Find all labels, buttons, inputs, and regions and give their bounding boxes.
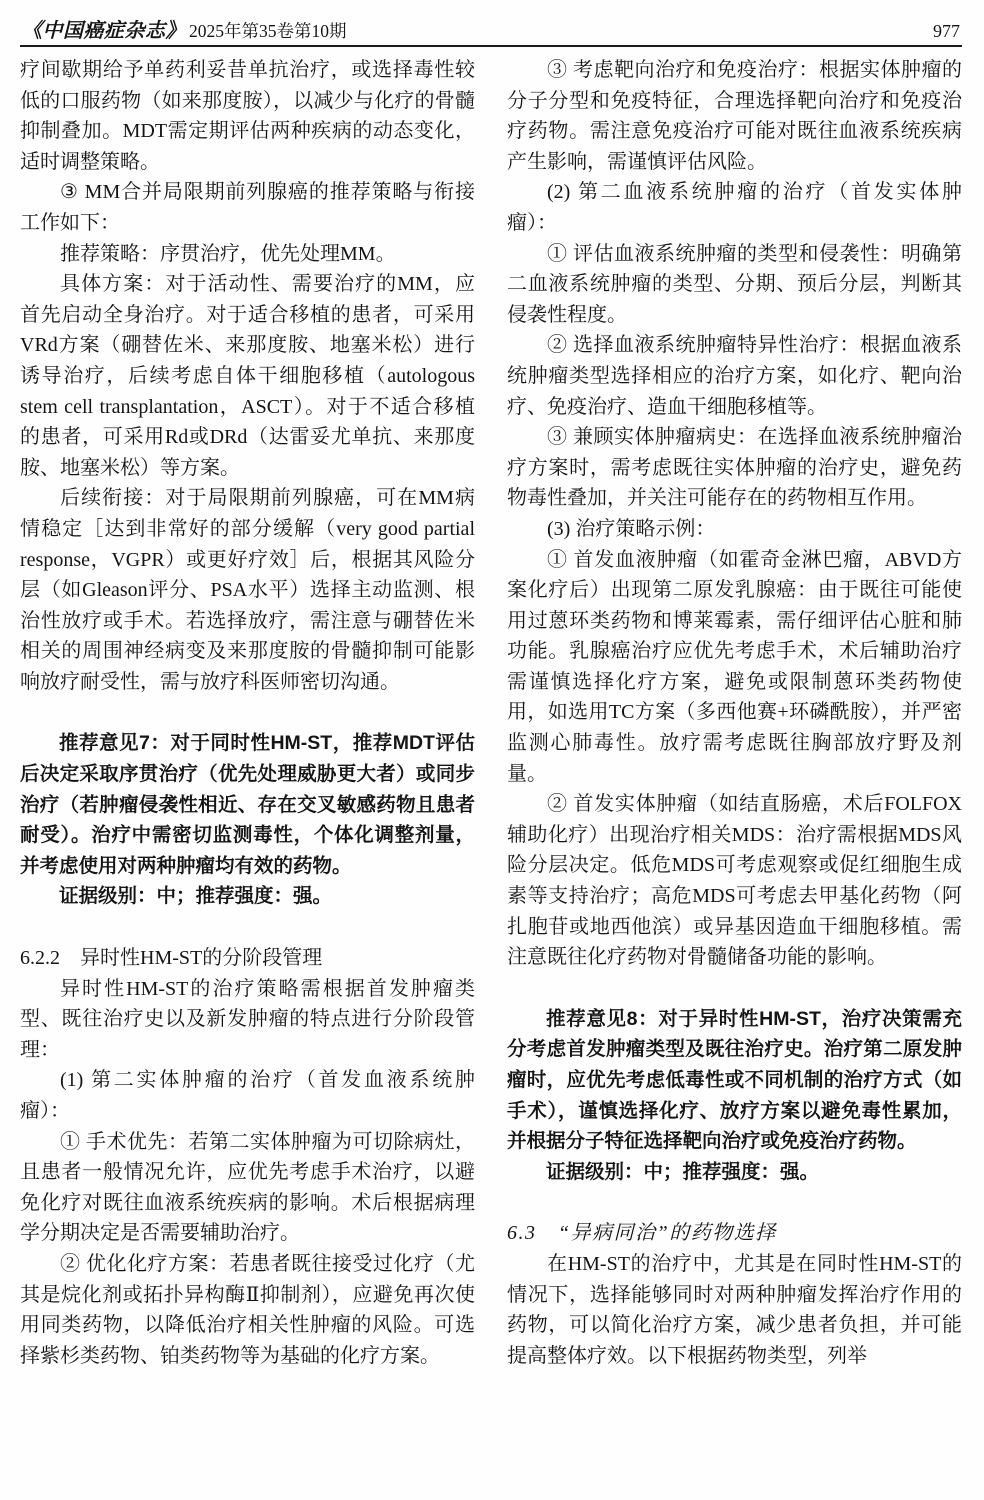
journal-masthead: [22, 14, 347, 43]
paragraph: ① 手术优先：若第二实体肿瘤为可切除病灶，且患者一般情况允许，应优先考虑手术治疗，以避免化疗对既往血液系统疾病的影响。术后根据病理学分期决定是否需要辅助治疗。: [20, 1130, 475, 1245]
paragraph: ③ 考虑靶向治疗和免疫治疗：根据实体肿瘤的分子分型和免疫特征，合理选择靶向治疗和免疫治疗药物。需注意免疫治疗可能对既往血液系统疾病产生影响，需谨慎评估风险。: [507, 59, 962, 173]
paragraph: (2) 第二血液系统肿瘤的治疗（首发实体肿瘤）：: [507, 181, 962, 234]
paragraph: ① 首发血液肿瘤（如霍奇金淋巴瘤，ABVD方案化疗后）出现第二原发乳腺癌：由于既往可能使用过蒽环类药物和博莱霉素，需仔细评估心脏和肺功能。乳腺癌治疗应优先考虑手术，术后辅助治疗需谨慎选择化疗方案，避免或限制蒽环类药物使用，如选用TC方案（多西他赛+环磷酰胺），并严密监测心肺毒性。放疗需考虑既往胸部放疗野及剂量。: [507, 548, 962, 785]
evidence-level-text: 证据级别：中；推荐强度：强。: [59, 885, 333, 908]
paragraph: 在HM-ST的治疗中，尤其是在同时性HM-ST的情况下，选择能够同时对两种肿瘤发挥治疗作用的药物，可以简化治疗方案，减少患者负担，并可能提高整体疗效。以下根据药物类型，列举: [507, 1252, 962, 1367]
left-column: [20, 55, 475, 1371]
page-header: [20, 12, 962, 44]
journal-title: 《中国癌症杂志》: [22, 20, 186, 42]
paragraph: ② 优化化疗方案：若患者既往接受过化疗（尤其是烷化剂或拓扑异构酶Ⅱ抑制剂），应避免再次使用同类药物，以降低治疗相关性肿瘤的风险。可选择紫杉类药物、铂类药物等为基础的化疗方案。: [20, 1252, 475, 1367]
article-body: [20, 55, 962, 1371]
paragraph: 具体方案：对于活动性、需要治疗的MM，应首先启动全身治疗。对于适合移植的患者，可采用VRd方案（硼替佐米、来那度胺、地塞米松）进行诱导治疗，后续考虑自体干细胞移植（autologous stem cell transplantation，ASCT）。对于不适合移植的患者，可采用Rd或DRd（达雷妥尤单抗、来那度胺、地塞米松）等方案。: [20, 273, 475, 479]
paragraph: ② 选择血液系统肿瘤特异性治疗：根据血液系统肿瘤类型选择相应的治疗方案，如化疗、靶向治疗、免疫治疗、造血干细胞移植等。: [507, 334, 962, 418]
header-divider: [20, 45, 962, 47]
paragraph: (1) 第二实体肿瘤的治疗（首发血液系统肿瘤）：: [20, 1069, 475, 1122]
paragraph: ③ MM合并局限期前列腺癌的推荐策略与衔接工作如下：: [20, 181, 475, 234]
paragraph: 疗间歇期给予单药利妥昔单抗治疗，或选择毒性较低的口服药物（如来那度胺），以减少与化疗的骨髓抑制叠加。MDT需定期评估两种疾病的动态变化，适时调整策略。: [20, 59, 475, 173]
recommendation-text: 推荐意见8：对于异时性HM-ST，治疗决策需充分考虑首发肿瘤类型及既往治疗史。治疗第二原发肿瘤时，应优先考虑低毒性或不同机制的治疗方式（如手术），谨慎选择化疗、放疗方案以避免毒性累加，并根据分子特征选择靶向治疗或免疫治疗药物。: [507, 1007, 962, 1153]
recommendation-text: 推荐意见7：对于同时性HM-ST，推荐MDT评估后决定采取序贯治疗（优先处理威胁更大者）或同步治疗（若肿瘤侵袭性相近、存在交叉敏感药物且患者耐受）。治疗中需密切监测毒性，个体化调整剂量，并考虑使用对两种肿瘤均有效的药物。: [20, 732, 475, 877]
paragraph: ① 评估血液系统肿瘤的类型和侵袭性：明确第二血液系统肿瘤的类型、分期、预后分层，判断其侵袭性程度。: [507, 242, 962, 326]
right-column: [507, 55, 962, 1371]
paragraph: ② 首发实体肿瘤（如结直肠癌，术后FOLFOX辅助化疗）出现治疗相关MDS：治疗需根据MDS风险分层决定。低危MDS可考虑观察或促红细胞生成素等支持治疗；高危MDS可考虑去甲基化药物（阿扎胞苷或地西他滨）或异基因造血干细胞移植。需注意既往化疗药物对骨髓储备功能的影响。: [507, 793, 962, 969]
paragraph: 推荐策略：序贯治疗，优先处理MM。: [60, 242, 396, 265]
paragraph: (3) 治疗策略示例：: [547, 517, 716, 540]
paragraph: 异时性HM-ST的治疗策略需根据首发肿瘤类型、既往治疗史以及新发肿瘤的特点进行分阶段管理：: [20, 977, 475, 1061]
paragraph: 后续衔接：对于局限期前列腺癌，可在MM病情稳定［达到非常好的部分缓解（very good partial response，VGPR）或更好疗效］后，根据其风险分层（如Gleason评分、PSA水平）选择主动监测、根治性放疗或手术。若选择放疗，需注意与硼替佐米相关的周围神经病变及来那度胺的骨髓抑制可能影响放疗耐受性，需与放疗科医师密切沟通。: [20, 487, 475, 693]
evidence-level-text: 证据级别：中；推荐强度：强。: [546, 1160, 820, 1183]
paragraph: ③ 兼顾实体肿瘤病史：在选择血液系统肿瘤治疗方案时，需考虑既往实体肿瘤的治疗史，避免药物毒性叠加，并关注可能存在的药物相互作用。: [507, 426, 962, 510]
section-heading: 6.3 “异病同治”的药物选择: [507, 1222, 777, 1245]
issue-info: 2025年第35卷第10期: [189, 21, 347, 41]
page-number: 977: [933, 21, 960, 41]
section-heading: 6.2.2 异时性HM-ST的分阶段管理: [20, 947, 323, 970]
